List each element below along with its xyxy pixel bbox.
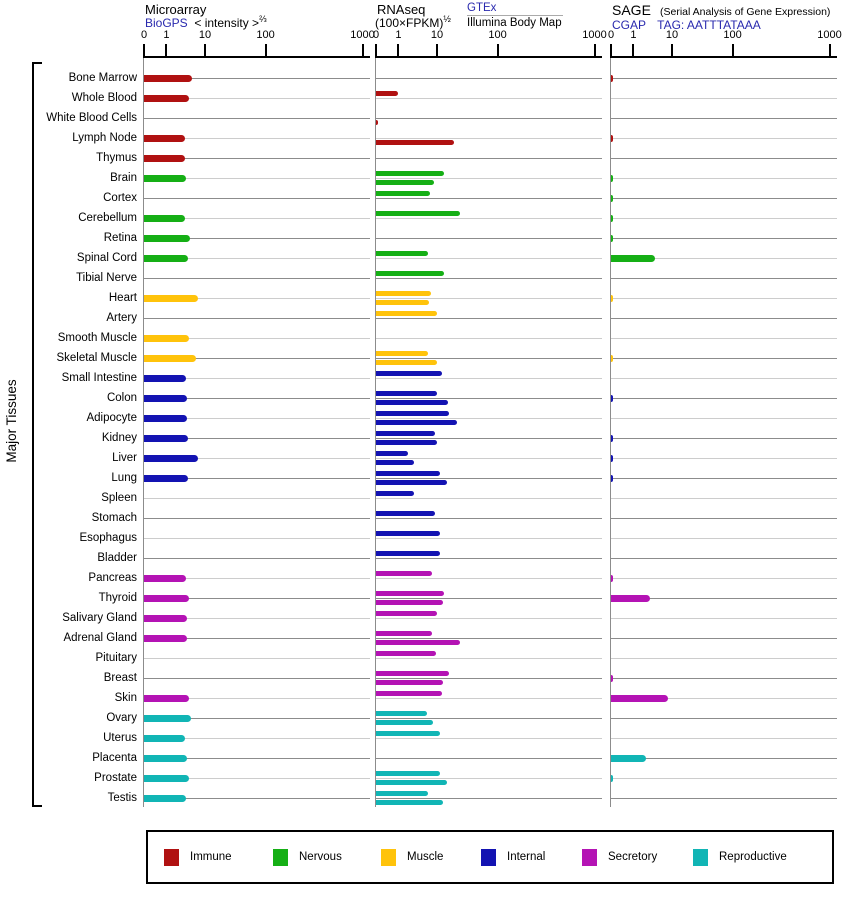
tissue-label: Tibial Nerve <box>76 272 137 284</box>
tissue-label: Brain <box>110 172 137 184</box>
sage-title: SAGE <box>612 2 651 18</box>
rnaseq-gtex-bar <box>376 191 430 196</box>
row-line <box>611 518 837 519</box>
rnaseq-illumina-bar <box>376 360 437 365</box>
axis-tick <box>732 44 734 57</box>
rnaseq-gtex-bar <box>376 771 440 776</box>
tissue-label: Prostate <box>94 772 137 784</box>
tissue-label: Retina <box>103 232 137 244</box>
rnaseq-illumina-bar <box>376 120 378 125</box>
rnaseq-scale <box>375 16 451 30</box>
microarray-bar <box>144 95 189 102</box>
sage-subtitle: (Serial Analysis of Gene Expression) <box>660 6 831 18</box>
microarray-bar <box>144 415 187 422</box>
microarray-bar <box>144 615 187 622</box>
tissue-label: Spinal Cord <box>76 252 137 264</box>
microarray-bar <box>144 575 186 582</box>
axis-tick <box>204 44 206 57</box>
axis-tick-label: 0 <box>372 29 380 41</box>
tissue-label: Kidney <box>101 432 137 444</box>
microarray-scale-exponent: ⅔ <box>259 14 267 24</box>
rnaseq-sources <box>467 2 563 29</box>
microarray-bar <box>144 295 198 302</box>
tissue-label: Thymus <box>96 152 137 164</box>
rnaseq-gtex-bar <box>376 351 428 356</box>
microarray-bar <box>144 375 186 382</box>
row-line <box>611 218 837 219</box>
row-line <box>376 678 602 679</box>
microarray-subheader <box>145 16 267 30</box>
axis-tick-label: 100 <box>488 29 507 41</box>
row-line <box>611 358 837 359</box>
rnaseq-illumina-bar <box>376 420 457 425</box>
row-line <box>376 138 602 139</box>
row-line <box>376 238 602 239</box>
tissue-label: Smooth Muscle <box>57 332 137 344</box>
axis-tick <box>436 44 438 57</box>
axis-tick <box>375 44 377 57</box>
row-line <box>611 318 837 319</box>
row-line <box>376 578 602 579</box>
rnaseq-illumina-bar <box>376 600 443 605</box>
row-line <box>611 578 837 579</box>
rnaseq-illumina-bar <box>376 180 434 185</box>
axis-tick <box>165 44 167 57</box>
row-line <box>611 458 837 459</box>
row-line <box>376 278 602 279</box>
row-line <box>376 198 602 199</box>
rnaseq-gtex-bar <box>376 671 449 676</box>
row-line <box>144 518 370 519</box>
row-line <box>376 618 602 619</box>
rnaseq-gtex-bar <box>376 791 428 796</box>
row-line <box>611 438 837 439</box>
microarray-bar <box>144 475 188 482</box>
row-line <box>376 558 602 559</box>
rnaseq-gtex-bar <box>376 431 435 436</box>
row-line <box>611 398 837 399</box>
sage-bar <box>611 295 613 302</box>
legend-label: Muscle <box>407 851 444 863</box>
row-line <box>376 298 602 299</box>
legend-label: Reproductive <box>719 851 787 863</box>
rnaseq-illumina-bar <box>376 400 448 405</box>
gtex-illumina-divider <box>467 15 563 16</box>
rnaseq-gtex-bar <box>376 711 427 716</box>
axis-tick-label: 1 <box>630 29 637 41</box>
tissue-label: Esophagus <box>79 532 137 544</box>
microarray-title: Microarray <box>145 2 207 17</box>
row-line <box>611 798 837 799</box>
row-line <box>611 638 837 639</box>
tissue-label: Colon <box>106 392 137 404</box>
biogps-link[interactable]: BioGPS <box>145 16 188 30</box>
axis-tick <box>829 44 831 57</box>
legend-label: Nervous <box>299 851 342 863</box>
rnaseq-illumina-bar <box>376 300 429 305</box>
row-line <box>611 98 837 99</box>
tissue-label: Lung <box>111 472 137 484</box>
axis-tick-label: 10 <box>430 29 444 41</box>
microarray-bar <box>144 795 186 802</box>
row-line <box>376 118 602 119</box>
microarray-bar <box>144 215 185 222</box>
rnaseq-gtex-bar <box>376 91 398 96</box>
row-line <box>611 478 837 479</box>
legend-swatch <box>481 849 496 866</box>
row-line <box>144 678 370 679</box>
rnaseq-illumina-bar <box>376 440 437 445</box>
tissue-label: Pituitary <box>95 652 137 664</box>
row-line <box>611 338 837 339</box>
tissue-label: White Blood Cells <box>46 112 137 124</box>
row-line <box>611 418 837 419</box>
axis-line <box>143 56 370 58</box>
axis-tick-label: 100 <box>256 29 275 41</box>
axis-tick-label: 0 <box>607 29 615 41</box>
sage-bar <box>611 215 613 222</box>
row-line <box>376 438 602 439</box>
microarray-bar <box>144 695 189 702</box>
row-line <box>611 158 837 159</box>
row-line <box>376 798 602 799</box>
microarray-bar <box>144 175 186 182</box>
axis-tick-label: 0 <box>140 29 148 41</box>
tissue-label: Cerebellum <box>78 212 137 224</box>
row-line <box>611 278 837 279</box>
row-line <box>144 118 370 119</box>
tissue-label: Adrenal Gland <box>63 632 137 644</box>
tissue-label: Adipocyte <box>86 412 137 424</box>
tissue-label: Breast <box>103 672 137 684</box>
row-line <box>611 498 837 499</box>
row-line <box>611 718 837 719</box>
rnaseq-illumina-bar <box>376 640 460 645</box>
sage-bar <box>611 75 613 82</box>
rnaseq-illumina-bar <box>376 140 454 145</box>
microarray-bar <box>144 755 187 762</box>
tissue-label: Thyroid <box>98 592 137 604</box>
rnaseq-illumina-bar <box>376 460 414 465</box>
axis-tick <box>497 44 499 57</box>
microarray-bar <box>144 75 192 82</box>
legend-box <box>146 830 834 884</box>
row-line <box>376 658 602 659</box>
legend-label: Immune <box>190 851 232 863</box>
sage-bar <box>611 675 613 682</box>
row-line <box>376 518 602 519</box>
row-line <box>376 98 602 99</box>
tissue-label: Liver <box>112 452 137 464</box>
sage-bar <box>611 355 613 362</box>
rnaseq-title: RNAseq <box>377 2 426 17</box>
tissue-label: Spleen <box>101 492 137 504</box>
axis-tick <box>610 44 612 57</box>
row-line <box>376 418 602 419</box>
row-line <box>376 218 602 219</box>
rnaseq-gtex-bar <box>376 511 435 516</box>
sage-bar <box>611 395 613 402</box>
axis-tick-label: 1 <box>395 29 402 41</box>
rnaseq-gtex-bar <box>376 491 414 496</box>
row-line <box>376 778 602 779</box>
row-line <box>376 338 602 339</box>
row-line <box>376 498 602 499</box>
sage-bar <box>611 755 646 762</box>
rnaseq-illumina-bar <box>376 780 447 785</box>
axis-tick <box>265 44 267 57</box>
row-line <box>611 198 837 199</box>
rnaseq-gtex-bar <box>376 271 444 276</box>
row-line <box>611 78 837 79</box>
microarray-bar <box>144 235 190 242</box>
microarray-scale-label: < intensity > <box>194 16 260 30</box>
axis-tick <box>632 44 634 57</box>
sage-tag-label[interactable]: TAG: AATTTATAAA <box>657 18 761 32</box>
row-line <box>611 138 837 139</box>
tissue-label: Placenta <box>92 752 137 764</box>
tissue-label: Bladder <box>97 552 137 564</box>
rnaseq-panel <box>372 29 607 807</box>
sage-panel <box>607 29 842 807</box>
tissue-label: Salivary Gland <box>62 612 137 624</box>
rnaseq-gtex-bar <box>376 411 449 416</box>
tissue-label: Small Intestine <box>61 372 137 384</box>
rnaseq-gtex-bar <box>376 371 442 376</box>
legend-label: Internal <box>507 851 546 863</box>
rnaseq-gtex-bar <box>376 631 432 636</box>
axis-tick <box>594 44 596 57</box>
legend-swatch <box>164 849 179 866</box>
tissue-label: Skin <box>114 692 137 704</box>
rnaseq-gtex-bar <box>376 451 408 456</box>
microarray-bar <box>144 355 196 362</box>
tissue-label: Whole Blood <box>71 92 137 104</box>
row-line <box>611 538 837 539</box>
microarray-bar <box>144 715 191 722</box>
microarray-bar <box>144 435 188 442</box>
row-line <box>611 658 837 659</box>
rnaseq-gtex-bar <box>376 591 444 596</box>
axis-tick-label: 1000 <box>817 29 842 41</box>
row-line <box>144 538 370 539</box>
axis-tick-label: 1000 <box>350 29 375 41</box>
rnaseq-gtex-bar <box>376 211 460 216</box>
rnaseq-gtex-bar <box>376 651 436 656</box>
y-axis-label: Major Tissues <box>4 379 19 463</box>
tissue-label: Pancreas <box>88 572 137 584</box>
legend-swatch <box>582 849 597 866</box>
tissue-label: Testis <box>107 792 137 804</box>
row-line <box>376 718 602 719</box>
rnaseq-illumina-bar <box>376 680 443 685</box>
microarray-bar <box>144 255 188 262</box>
row-line <box>376 158 602 159</box>
tissue-label: Stomach <box>91 512 137 524</box>
rnaseq-gtex-bar <box>376 691 442 696</box>
sage-bar <box>611 195 613 202</box>
rnaseq-gtex-bar <box>376 551 440 556</box>
legend-swatch <box>273 849 288 866</box>
rnaseq-gtex-bar <box>376 731 440 736</box>
sage-bar <box>611 235 613 242</box>
sage-bar <box>611 135 613 142</box>
row-line <box>376 398 602 399</box>
rnaseq-scale-exponent: ½ <box>443 14 451 24</box>
tissue-label: Cortex <box>103 192 137 204</box>
row-line <box>144 498 370 499</box>
row-line <box>144 318 370 319</box>
rnaseq-gtex-bar <box>376 251 428 256</box>
row-line <box>376 318 602 319</box>
axis-tick <box>397 44 399 57</box>
axis-tick <box>362 44 364 57</box>
row-line <box>611 678 837 679</box>
axis-tick-label: 100 <box>723 29 742 41</box>
row-line <box>611 118 837 119</box>
tissue-label: Lymph Node <box>72 132 137 144</box>
rnaseq-gtex-bar <box>376 391 437 396</box>
tissue-labels-column <box>0 57 137 807</box>
sage-bar <box>611 575 613 582</box>
illumina-body-map-label: Illumina Body Map <box>467 17 562 29</box>
cgap-link[interactable]: CGAP <box>612 18 646 32</box>
rnaseq-illumina-bar <box>376 800 443 805</box>
row-line <box>376 458 602 459</box>
microarray-bar <box>144 735 185 742</box>
legend-swatch <box>693 849 708 866</box>
sage-bar <box>611 435 613 442</box>
axis-tick-label: 10 <box>198 29 212 41</box>
tissue-label: Skeletal Muscle <box>56 352 137 364</box>
axis-tick-label: 10 <box>665 29 679 41</box>
axis-tick-label: 1 <box>163 29 170 41</box>
rnaseq-scale-label: (100×FPKM) <box>375 16 444 30</box>
axis-tick-label: 1000 <box>582 29 607 41</box>
row-line <box>611 778 837 779</box>
row-line <box>611 298 837 299</box>
row-line <box>376 638 602 639</box>
sage-bar <box>611 175 613 182</box>
legend-label: Secretory <box>608 851 658 863</box>
row-line <box>376 478 602 479</box>
row-line <box>376 178 602 179</box>
microarray-bar <box>144 335 189 342</box>
axis-tick <box>671 44 673 57</box>
axis-line <box>610 56 837 58</box>
row-line <box>144 658 370 659</box>
row-line <box>144 558 370 559</box>
row-line <box>376 698 602 699</box>
axis-tick <box>143 44 145 57</box>
sage-bar <box>611 775 613 782</box>
row-line <box>376 258 602 259</box>
gtex-link[interactable]: GTEx <box>467 2 497 14</box>
microarray-bar <box>144 775 189 782</box>
axis-line <box>375 56 602 58</box>
rnaseq-gtex-bar <box>376 471 440 476</box>
row-line <box>376 598 602 599</box>
rnaseq-gtex-bar <box>376 611 437 616</box>
row-line <box>611 238 837 239</box>
microarray-bar <box>144 135 185 142</box>
tissue-label: Artery <box>106 312 137 324</box>
microarray-bar <box>144 395 187 402</box>
tissue-label: Bone Marrow <box>68 72 137 84</box>
row-line <box>611 558 837 559</box>
row-line <box>144 198 370 199</box>
microarray-bar <box>144 155 185 162</box>
tissue-label: Uterus <box>103 732 137 744</box>
rnaseq-gtex-bar <box>376 531 440 536</box>
row-line <box>376 358 602 359</box>
row-line <box>376 538 602 539</box>
microarray-bar <box>144 635 187 642</box>
tissue-label: Heart <box>108 292 137 304</box>
sage-bar <box>611 595 650 602</box>
rnaseq-gtex-bar <box>376 571 432 576</box>
row-line <box>376 738 602 739</box>
row-line <box>611 178 837 179</box>
row-line <box>611 738 837 739</box>
sage-bar <box>611 475 613 482</box>
row-line <box>611 378 837 379</box>
row-line <box>376 78 602 79</box>
rnaseq-gtex-bar <box>376 171 444 176</box>
microarray-bar <box>144 455 198 462</box>
sage-bar <box>611 255 655 262</box>
microarray-panel <box>140 29 375 807</box>
sage-bar <box>611 455 613 462</box>
legend-swatch <box>381 849 396 866</box>
rnaseq-gtex-bar <box>376 311 437 316</box>
row-line <box>611 618 837 619</box>
rnaseq-illumina-bar <box>376 480 447 485</box>
sage-bar <box>611 695 668 702</box>
microarray-bar <box>144 595 189 602</box>
rnaseq-illumina-bar <box>376 720 433 725</box>
tissue-label: Ovary <box>106 712 137 724</box>
row-line <box>144 278 370 279</box>
row-line <box>376 758 602 759</box>
row-line <box>376 378 602 379</box>
rnaseq-gtex-bar <box>376 291 431 296</box>
